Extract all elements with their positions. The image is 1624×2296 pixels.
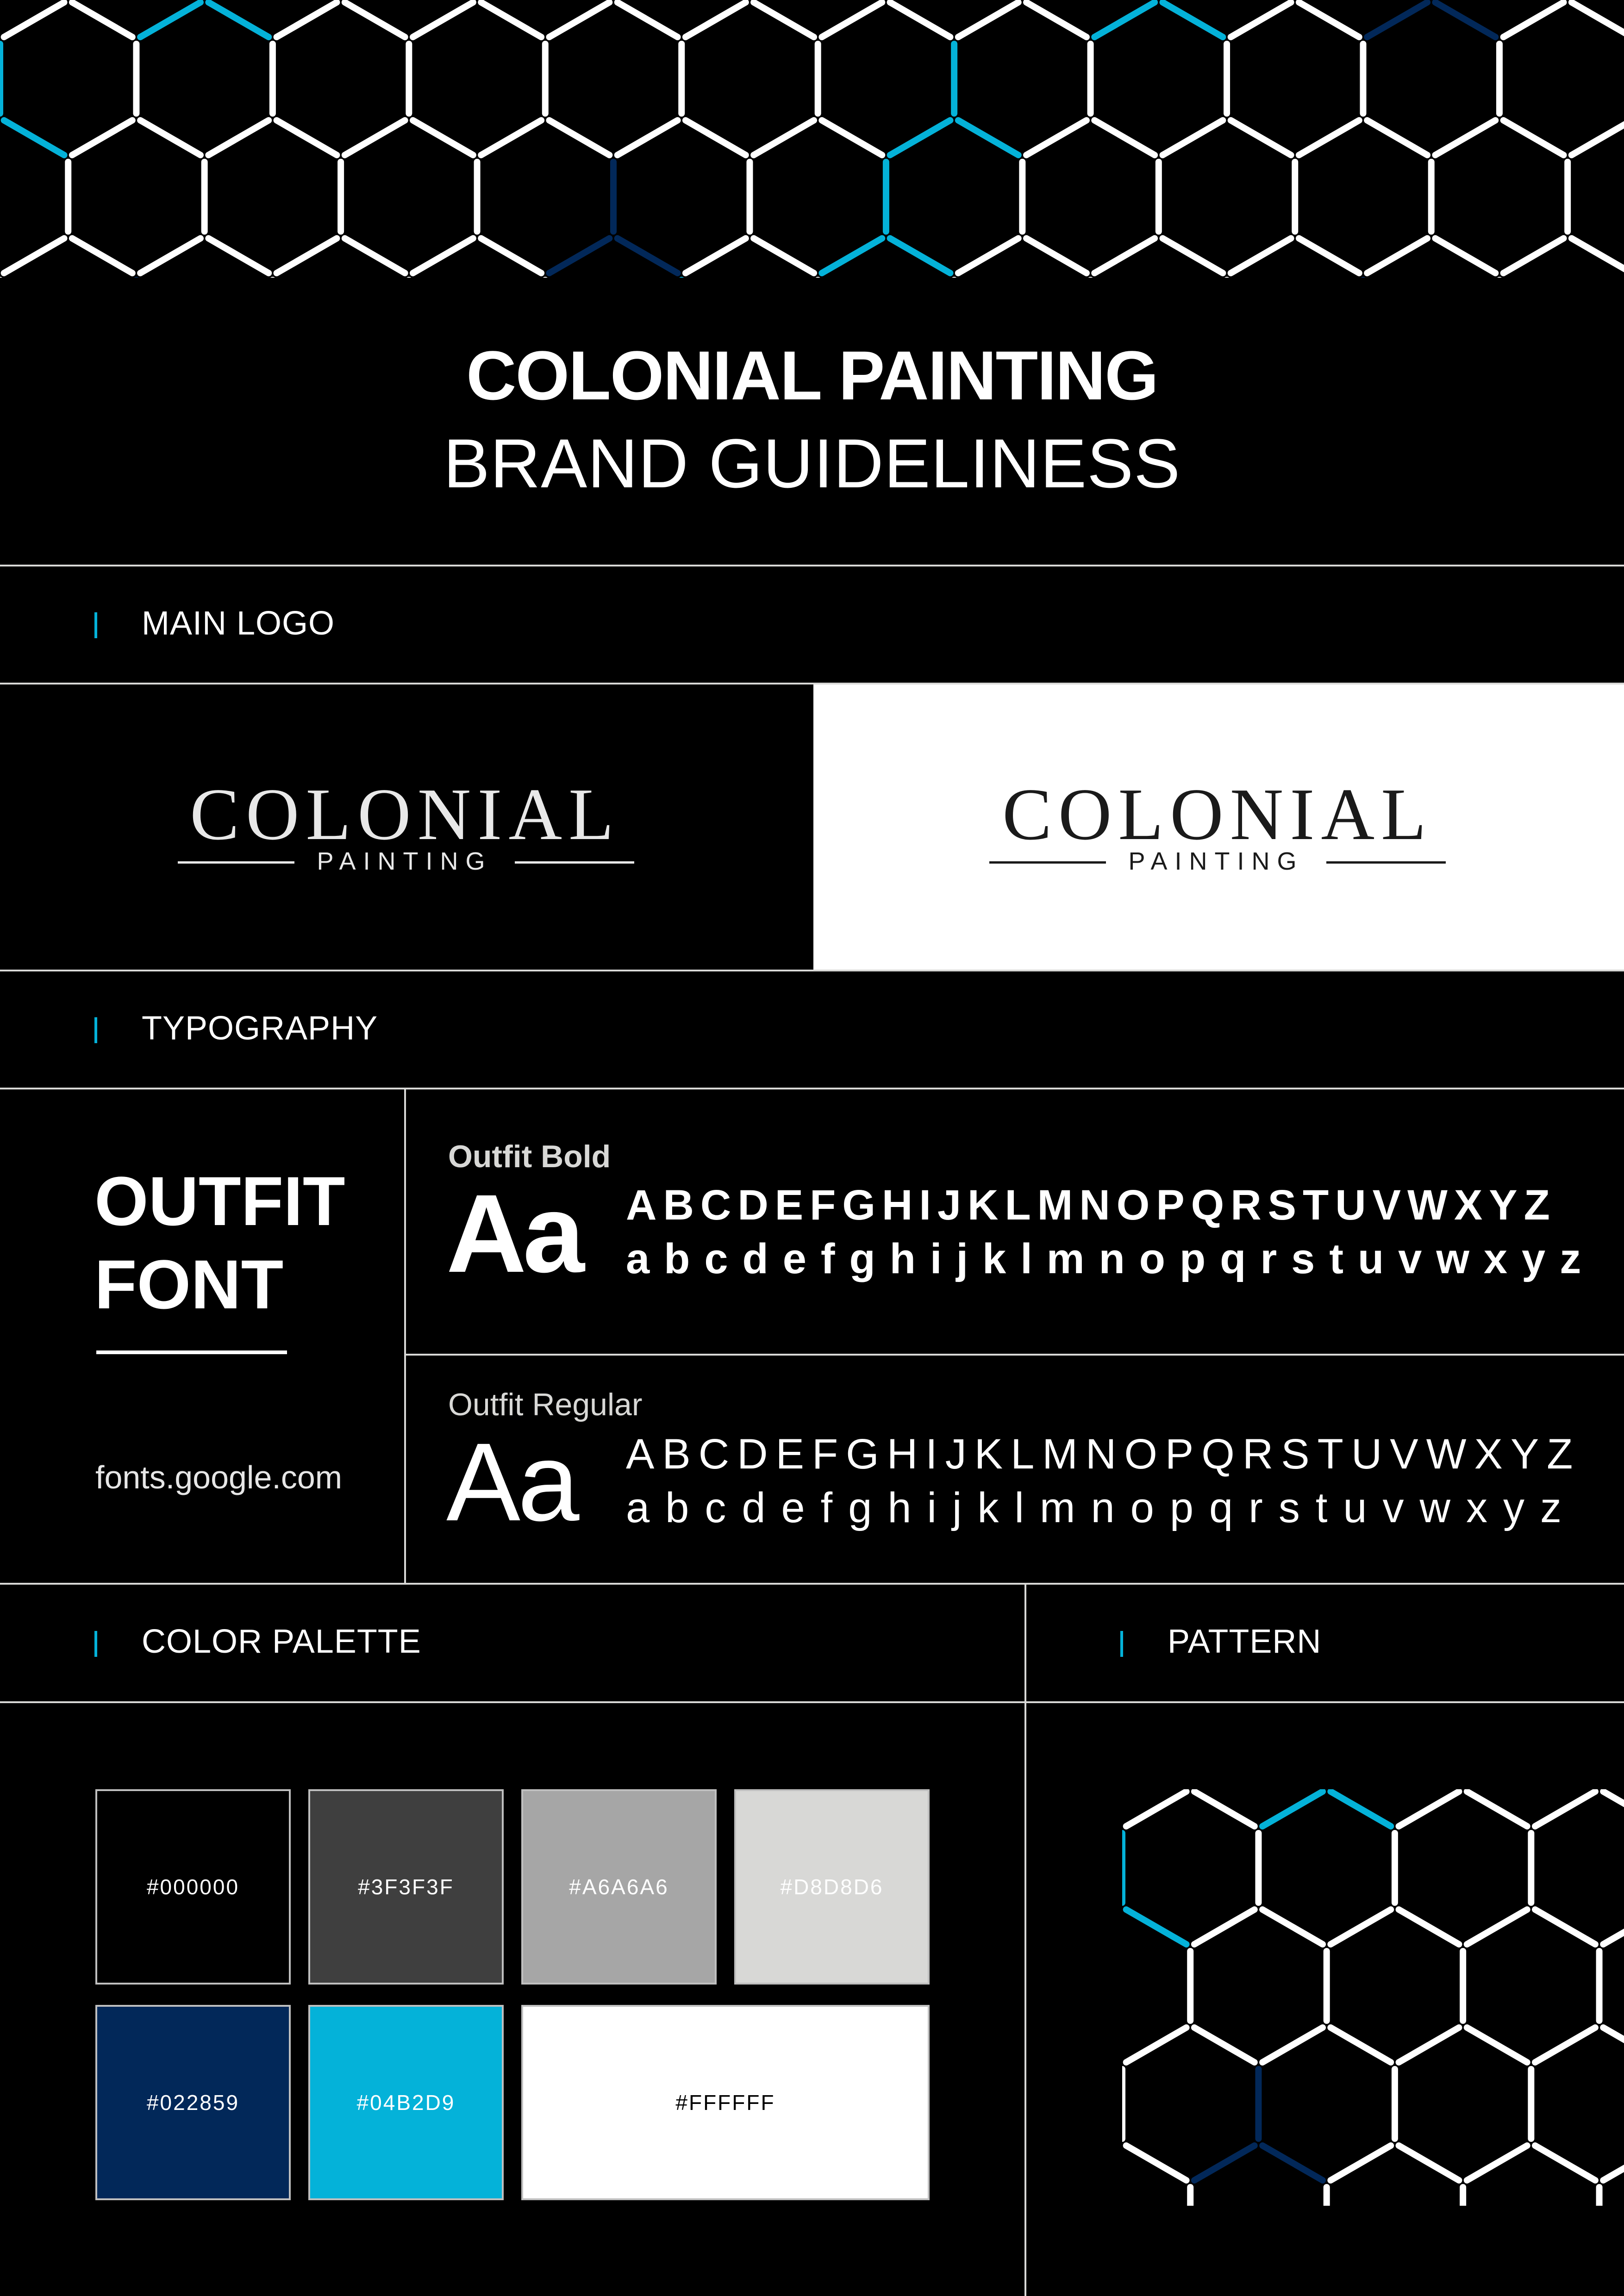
pattern-stroke	[1262, 1792, 1323, 1826]
pattern-stroke	[208, 2, 269, 37]
pattern-stroke	[1026, 120, 1087, 155]
page-subtitle: BRAND GUIDELINESS	[443, 424, 1181, 502]
header-cube-pattern	[0, 0, 1624, 278]
pattern-stroke	[1435, 2, 1495, 37]
pattern-stroke	[1330, 2146, 1391, 2180]
pattern-stroke	[1435, 238, 1495, 273]
pattern-stroke	[345, 238, 405, 273]
pattern-stroke	[1435, 120, 1495, 155]
pattern-stroke	[822, 238, 882, 273]
pattern-stroke	[72, 238, 132, 273]
pattern-stroke	[549, 120, 609, 155]
pattern-stroke	[1535, 1792, 1595, 1826]
pattern-stroke	[277, 120, 337, 155]
pattern-stroke	[1299, 120, 1359, 155]
pattern-stroke	[345, 2, 405, 37]
pattern-stroke	[618, 2, 678, 37]
pattern-stroke	[1231, 120, 1291, 155]
pattern-stroke	[413, 238, 473, 273]
pattern-stroke	[1467, 2146, 1527, 2180]
font-source-link[interactable]: fonts.google.com	[95, 1459, 343, 1495]
section-marker-icon	[94, 612, 97, 638]
pattern-stroke	[140, 238, 200, 273]
color-swatch-white	[521, 2005, 930, 2200]
pattern-stroke	[1231, 2, 1291, 37]
pattern-stroke	[1026, 238, 1087, 273]
pattern-stroke	[72, 120, 132, 155]
pattern-sample	[1122, 1789, 1624, 2206]
font-name-line2: FONT	[94, 1245, 284, 1323]
pattern-stroke	[618, 120, 678, 155]
font-weight-label-bold: Outfit Bold	[448, 1139, 611, 1174]
pattern-stroke	[618, 238, 678, 273]
color-swatch-light-gray	[734, 1789, 930, 1985]
pattern-stroke	[4, 238, 64, 273]
lowercase-glyphs-bold: abcdefghijklmnopqrstuvwxyz	[626, 1235, 1596, 1282]
uppercase-glyphs-regular: ABCDEFGHIJKLMNOPQRSTUVWXYZ	[626, 1431, 1581, 1478]
pattern-stroke	[1194, 1910, 1255, 1944]
pattern-stroke	[1467, 2028, 1527, 2062]
pattern-stroke	[1572, 238, 1624, 273]
pattern-stroke	[1330, 1792, 1391, 1826]
section-title-main-logo: MAIN LOGO	[142, 605, 335, 642]
logo-rule-left	[989, 861, 1106, 864]
font-name-underline	[96, 1350, 287, 1354]
logo-wordmark: COLONIAL	[190, 773, 620, 855]
pattern-stroke	[481, 238, 541, 273]
pattern-stroke	[1399, 2028, 1459, 2062]
section-marker-icon	[94, 1017, 97, 1043]
pattern-stroke	[1399, 2146, 1459, 2180]
logo-tagline: PAINTING	[1128, 847, 1304, 875]
font-name-line1: OUTFIT	[94, 1162, 345, 1240]
pattern-stroke	[1162, 238, 1223, 273]
pattern-stroke	[1094, 2, 1155, 37]
pattern-stroke	[1367, 120, 1427, 155]
column-divider	[404, 1089, 406, 1585]
pattern-stroke	[208, 238, 269, 273]
pattern-stroke	[1330, 2028, 1391, 2062]
logo-tagline: PAINTING	[317, 847, 493, 875]
divider	[0, 1701, 1624, 1703]
pattern-stroke	[549, 238, 609, 273]
logo-wordmark: COLONIAL	[1002, 773, 1433, 855]
pattern-stroke	[72, 2, 132, 37]
pattern-stroke	[208, 120, 269, 155]
pattern-stroke	[890, 120, 950, 155]
color-hex-label: #FFFFFF	[675, 2091, 775, 2115]
divider	[0, 1088, 1624, 1089]
logo-rule-right	[1326, 861, 1446, 864]
section-title-color-palette: COLOR PALETTE	[142, 1623, 421, 1660]
pattern-stroke	[4, 120, 64, 155]
pattern-stroke	[1126, 2028, 1187, 2062]
pattern-stroke	[1399, 1792, 1459, 1826]
pattern-stroke	[1299, 238, 1359, 273]
color-hex-label: #D8D8D6	[780, 1875, 884, 1899]
uppercase-glyphs-bold: ABCDEFGHIJKLMNOPQRSTUVWXYZ	[626, 1182, 1556, 1229]
pattern-stroke	[549, 2, 609, 37]
panel-separator	[812, 684, 813, 970]
pattern-stroke	[1504, 238, 1564, 273]
pattern-stroke	[277, 238, 337, 273]
pattern-stroke	[345, 120, 405, 155]
pattern-stroke	[754, 120, 814, 155]
pattern-stroke	[1126, 1792, 1187, 1826]
pattern-stroke	[754, 2, 814, 37]
logo-rule-left	[178, 861, 294, 864]
pattern-stroke	[1162, 2, 1223, 37]
pattern-stroke	[1126, 2146, 1187, 2180]
section-title-typography: TYPOGRAPHY	[142, 1010, 378, 1047]
pattern-stroke	[1194, 2146, 1255, 2180]
font-sample-regular: Aa	[446, 1420, 577, 1544]
logo-dark-panel	[0, 684, 812, 970]
section-title-pattern: PATTERN	[1168, 1623, 1322, 1660]
color-hex-label: #04B2D9	[356, 2091, 456, 2115]
pattern-stroke	[1535, 2146, 1595, 2180]
pattern-stroke	[1262, 2028, 1323, 2062]
page-title: COLONIAL PAINTING	[466, 336, 1158, 414]
divider	[0, 970, 1624, 971]
pattern-stroke	[1535, 1910, 1595, 1944]
color-swatch-cyan	[308, 2005, 504, 2200]
pattern-stroke	[1231, 238, 1291, 273]
pattern-stroke	[1026, 2, 1087, 37]
font-sample-bold: Aa	[446, 1171, 581, 1295]
pattern-stroke	[1194, 2028, 1255, 2062]
pattern-stroke	[754, 238, 814, 273]
pattern-stroke	[1194, 1792, 1255, 1826]
pattern-stroke	[822, 2, 882, 37]
pattern-stroke	[140, 120, 200, 155]
pattern-stroke	[1467, 1910, 1527, 1944]
font-weight-label-regular: Outfit Regular	[448, 1387, 643, 1422]
pattern-stroke	[958, 2, 1018, 37]
pattern-stroke	[1603, 2028, 1624, 2062]
pattern-stroke	[1572, 120, 1624, 155]
pattern-stroke	[1603, 1910, 1624, 1944]
divider	[0, 565, 1624, 566]
pattern-stroke	[481, 2, 541, 37]
pattern-stroke	[277, 2, 337, 37]
pattern-stroke	[1367, 238, 1427, 273]
pattern-stroke	[1262, 1910, 1323, 1944]
pattern-stroke	[1504, 120, 1564, 155]
pattern-stroke	[413, 120, 473, 155]
color-swatch-navy	[95, 2005, 291, 2200]
pattern-stroke	[1467, 1792, 1527, 1826]
pattern-stroke	[890, 2, 950, 37]
pattern-stroke	[686, 238, 746, 273]
pattern-stroke	[1094, 120, 1155, 155]
pattern-stroke	[413, 2, 473, 37]
pattern-stroke	[822, 120, 882, 155]
pattern-stroke	[1162, 120, 1223, 155]
pattern-stroke	[686, 120, 746, 155]
pattern-stroke	[958, 120, 1018, 155]
pattern-stroke	[1504, 2, 1564, 37]
pattern-stroke	[140, 2, 200, 37]
pattern-stroke	[890, 238, 950, 273]
section-marker-icon	[94, 1631, 97, 1657]
color-hex-label: #A6A6A6	[569, 1875, 669, 1899]
pattern-stroke	[1603, 2146, 1624, 2180]
pattern-stroke	[1094, 238, 1155, 273]
pattern-stroke	[1572, 2, 1624, 37]
color-swatch-black	[95, 1789, 291, 1985]
color-hex-label: #000000	[146, 1875, 240, 1899]
pattern-stroke	[1262, 2146, 1323, 2180]
color-hex-label: #022859	[146, 2091, 240, 2115]
pattern-stroke	[481, 120, 541, 155]
pattern-stroke	[686, 2, 746, 37]
divider	[0, 1583, 1624, 1585]
color-swatch-dark-gray	[308, 1789, 504, 1985]
column-divider	[1024, 1585, 1026, 2296]
pattern-stroke	[1367, 2, 1427, 37]
color-swatch-gray	[521, 1789, 717, 1985]
section-marker-icon	[1120, 1631, 1123, 1657]
color-hex-label: #3F3F3F	[358, 1875, 454, 1899]
pattern-stroke	[1535, 2028, 1595, 2062]
pattern-stroke	[958, 238, 1018, 273]
pattern-stroke	[1399, 1910, 1459, 1944]
logo-light-panel	[813, 684, 1624, 970]
pattern-stroke	[1299, 2, 1359, 37]
pattern-stroke	[1603, 1792, 1624, 1826]
pattern-stroke	[4, 2, 64, 37]
logo-rule-right	[515, 861, 634, 864]
row-divider	[406, 1354, 1624, 1356]
pattern-stroke	[1330, 1910, 1391, 1944]
pattern-stroke	[1126, 1910, 1187, 1944]
lowercase-glyphs-regular: abcdefghijklmnopqrstuvwxyz	[626, 1484, 1577, 1531]
